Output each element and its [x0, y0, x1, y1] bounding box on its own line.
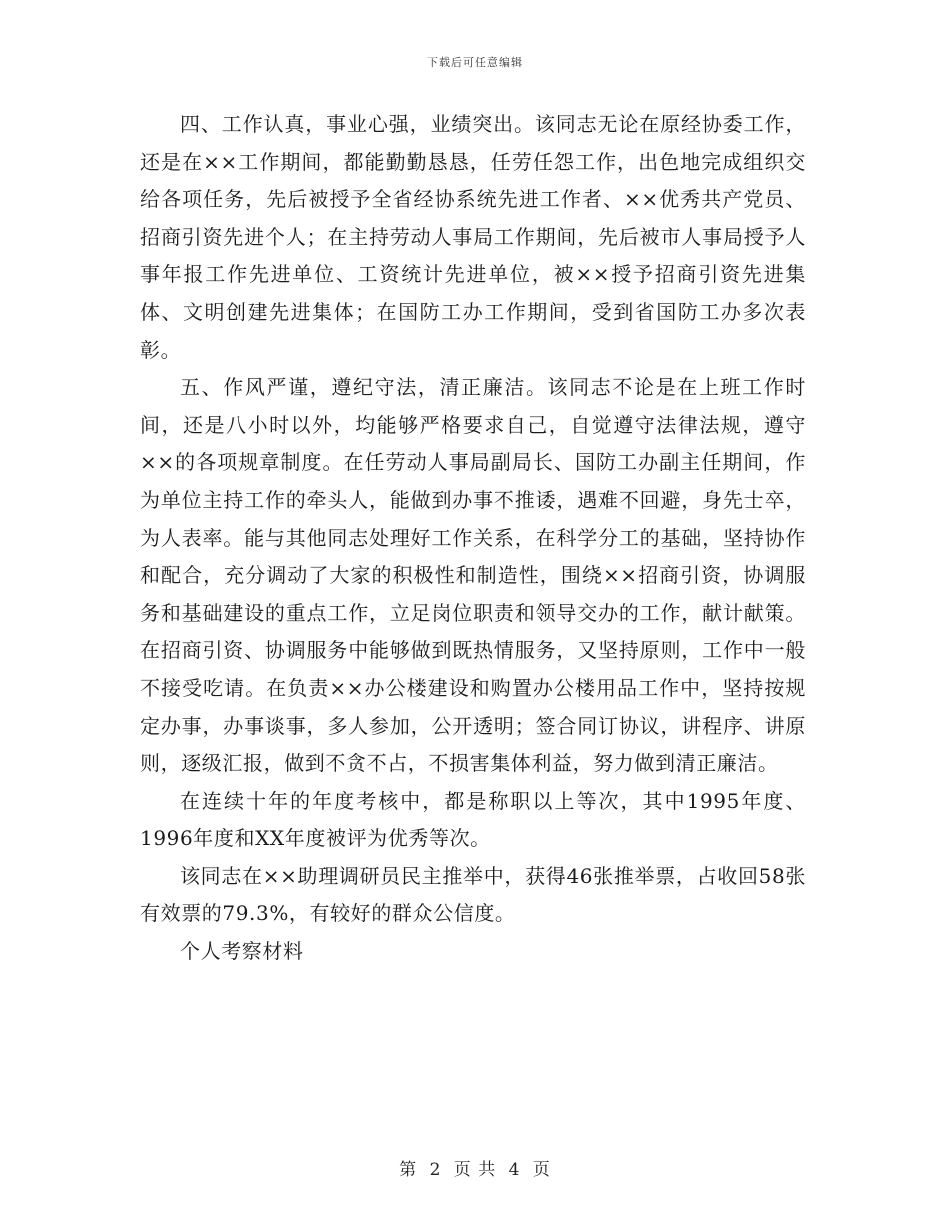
- paragraph-closing-title: 个人考察材料: [180, 939, 304, 964]
- footer-suffix: 页: [532, 1160, 551, 1180]
- paragraph-work-performance: 四、工作认真，事业心强，业绩突出。该同志无论在原经协委工作，还是在××工作期间，都能勤勤恳恳，任劳任怨工作，出色地完成组织交给各项任务，先后被授予全省经协系统先进工作者、××优秀共产党员、招商引资先进个人；在主持劳动人事局工作期间，先后被市人事局授予人事年报工作先进单位、工资统计先进单位，被××授予招商引资先进集体、文明创建先进集体；在国防工办工作期间，受到省国防工办多次表彰。: [140, 112, 806, 362]
- paragraph-recommendation-votes: 该同志在××助理调研员民主推举中，获得46张推举票，占收回58张有效票的79.3%，有较好的群众公信度。: [140, 863, 806, 926]
- paragraph-annual-review: 在连续十年的年度考核中，都是称职以上等次，其中1995年度、1996年度和XX年度被评为优秀等次。: [140, 788, 806, 851]
- footer-prefix: 第: [399, 1160, 418, 1180]
- footer-middle: 页 共: [453, 1160, 497, 1180]
- page-footer: [0, 1155, 950, 1180]
- document-body: [140, 106, 806, 971]
- footer-page-number: 2: [429, 1160, 442, 1180]
- page-header: 下载后可任意编辑: [427, 56, 523, 69]
- paragraph-work-style: 五、作风严谨，遵纪守法，清正廉洁。该同志不论是在上班工作时间，还是八小时以外，均能够严格要求自己，自觉遵守法律法规，遵守××的各项规章制度。在任劳动人事局副局长、国防工办副主任期间，作为单位主持工作的牵头人，能做到办事不推诿，遇难不回避，身先士卒，为人表率。能与其他同志处理好工作关系，在科学分工的基础，坚持协作和配合，充分调动了大家的积极性和制造性，围绕××招商引资，协调服务和基础建设的重点工作，立足岗位职责和领导交办的工作，献计献策。在招商引资、协调服务中能够做到既热情服务，又坚持原则，工作中一般不接受吃请。在负责××办公楼建设和购置办公楼用品工作中，坚持按规定办事，办事谈事，多人参加，公开透明；签合同订协议，讲程序、讲原则，逐级汇报，做到不贪不占，不损害集体利益，努力做到清正廉洁。: [140, 375, 806, 776]
- footer-total-pages: 4: [508, 1160, 521, 1180]
